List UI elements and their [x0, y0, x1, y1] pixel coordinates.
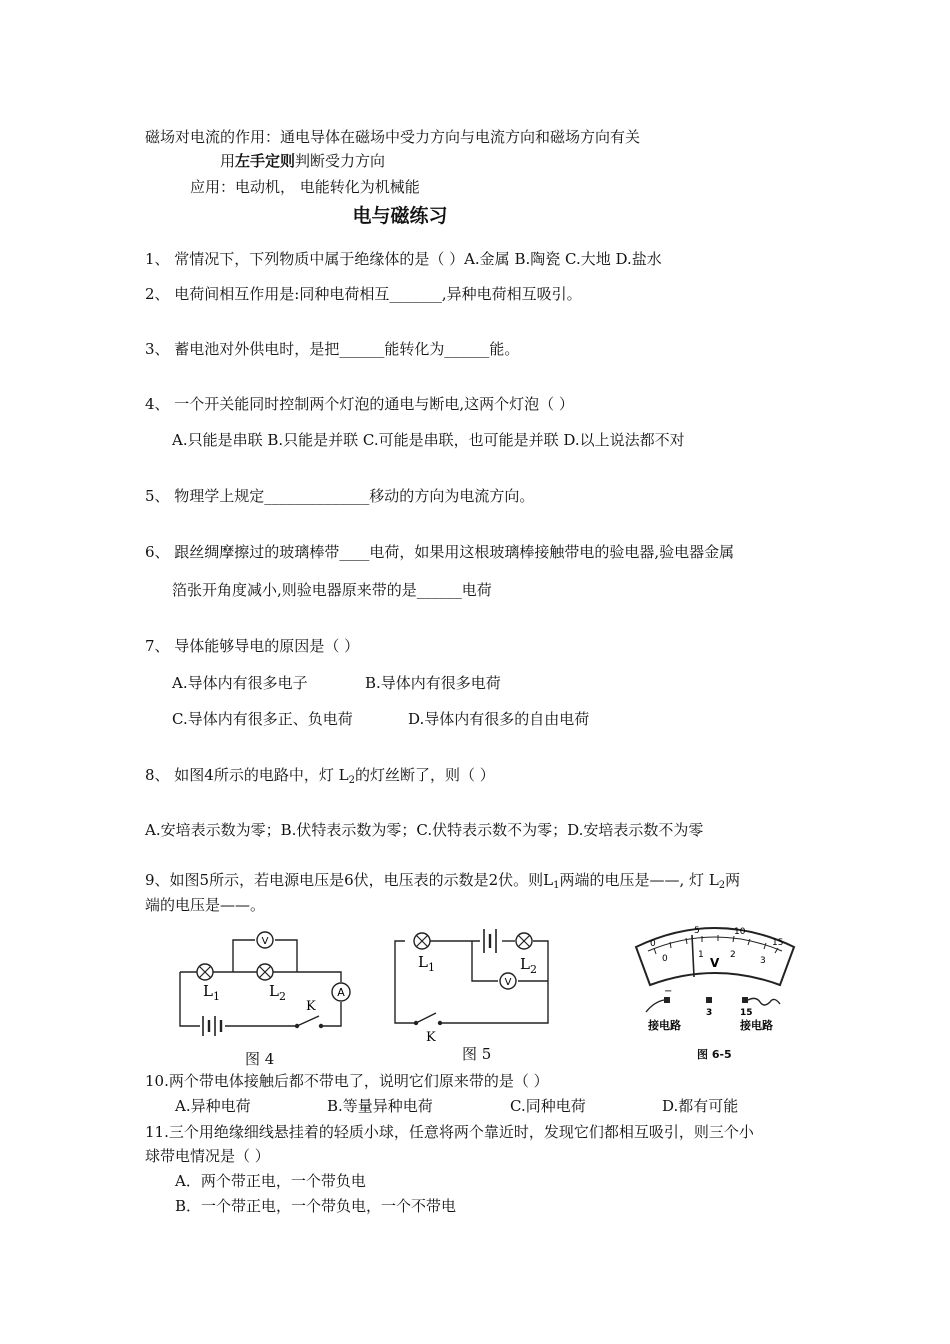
fig65-connect-right: 接电路 [740, 1019, 773, 1032]
fig4-voltmeter-wire-left [233, 940, 255, 972]
question-7-option-a: A.导体内有很多电子 [172, 674, 308, 692]
fig5-l2-label: $L_2$ [520, 955, 537, 976]
question-6-line-a: 6、 跟丝绸摩擦过的玻璃棒带____电荷，如果用这根玻璃棒接触带电的验电器,验电器金属 [145, 543, 735, 561]
question-9-post: 两 [725, 871, 741, 889]
question-9-mid: 两端的电压是——, 灯 L [559, 871, 719, 889]
fig5-l1-label: $L_1$ [418, 953, 435, 974]
fig5-switch [414, 1013, 442, 1045]
fig4-wire-right-bottom [323, 1002, 341, 1026]
question-9-line-a [145, 870, 740, 890]
question-1: 1、 常情况下，下列物质中属于绝缘体的是（ ）A.金属 B.陶瓷 C.大地 D.盐水 [145, 250, 662, 268]
fig65-wire-right [748, 998, 780, 1005]
figure-6-5-caption: 图 6-5 [697, 1048, 732, 1061]
question-8-sub: 2 [348, 775, 355, 786]
left-hand-rule-bold: 左手定则 [235, 152, 296, 170]
question-3: 3、 蓄电池对外供电时，是把______能转化为______能。 [145, 340, 520, 358]
question-7-option-b: B.导体内有很多电荷 [365, 674, 501, 692]
figure-5-caption: 图 5 [462, 1045, 492, 1063]
figure-6-5-voltmeter [630, 915, 800, 1040]
question-11-line-b: 球带电情况是（ ） [145, 1147, 270, 1165]
fig65-outer-tick-10: 10 [734, 927, 746, 937]
question-8-pre: 8、 如图4所示的电路中，灯 L [145, 766, 349, 784]
fig65-connect-left: 接电路 [648, 1019, 681, 1032]
question-10-option-d: D.都有可能 [662, 1097, 739, 1115]
fig65-outer-tick-5: 5 [694, 926, 700, 936]
fig4-voltmeter-wire-right [275, 940, 297, 972]
fig65-terminal-3 [706, 997, 712, 1003]
fig4-battery [203, 1016, 221, 1036]
question-5: 5、 物理学上规定______________移动的方向为电流方向。 [145, 487, 535, 505]
fig65-inner-tick-0: 0 [662, 954, 668, 964]
fig4-ammeter [332, 983, 350, 1001]
question-9-sub-2: 2 [718, 880, 726, 891]
intro-line-2-pre: 用 [220, 152, 236, 170]
intro-line-1: 磁场对电流的作用：通电导体在磁场中受力方向与电流方向和磁场方向有关 [145, 128, 641, 146]
fig65-terminal-minus-label: − [664, 986, 673, 997]
fig65-terminal-3-label: 3 [706, 1008, 713, 1018]
question-7-option-d: D.导体内有很多的自由电荷 [408, 710, 590, 728]
fig5-voltmeter-label: V [504, 977, 512, 988]
page-title: 电与磁练习 [352, 205, 448, 227]
question-11-line-a: 11.三个用绝缘细线悬挂着的轻质小球，任意将两个靠近时，发现它们都相互吸引，则三个小 [145, 1123, 754, 1141]
fig65-outer-tick-15: 15 [772, 938, 784, 948]
fig5-lamp-l2 [516, 933, 532, 949]
fig4-l1-label: $L_1$ [203, 982, 220, 1003]
fig5-lamp-l1 [414, 933, 430, 949]
fig65-inner-tick-3: 3 [760, 956, 766, 966]
fig65-terminal-minus [664, 997, 670, 1003]
fig65-outer-tick-0: 0 [650, 939, 656, 949]
question-10-option-a: A.异种电荷 [175, 1097, 251, 1115]
fig65-terminal-15 [742, 997, 748, 1003]
fig4-switch [295, 999, 323, 1028]
figure-4-circuit [175, 930, 355, 1040]
figure-4-caption: 图 4 [245, 1050, 275, 1068]
question-6-line-b: 箔张开角度减小,则验电器原来带的是______电荷 [172, 581, 492, 599]
intro-line-3: 应用：电动机， 电能转化为机械能 [190, 178, 420, 196]
question-9-sub-1: 1 [553, 880, 560, 891]
question-2: 2、 电荷间相互作用是:同种电荷相互_______,异种电荷相互吸引。 [145, 285, 582, 303]
fig65-wire-left [646, 1000, 664, 1012]
intro-line-2-post: 判断受力方向 [295, 152, 386, 170]
fig4-switch-label: K [306, 999, 316, 1014]
question-7-option-c: C.导体内有很多正、负电荷 [172, 710, 353, 728]
question-9-line-b: 端的电压是——。 [145, 896, 266, 914]
fig4-voltmeter [257, 932, 273, 948]
fig5-voltmeter [500, 973, 516, 989]
fig4-lamp-l1 [197, 964, 213, 980]
fig4-wire-left [180, 972, 200, 1026]
fig65-inner-tick-2: 2 [730, 950, 736, 960]
question-8-post: 的灯丝断了，则（ ） [354, 766, 495, 784]
fig4-lamp-l2 [257, 964, 273, 980]
question-10-option-c: C.同种电荷 [510, 1097, 586, 1115]
question-4: 4、 一个开关能同时控制两个灯泡的通电与断电,这两个灯泡（ ） [145, 395, 574, 413]
question-9-pre: 9、如图5所示，若电源电压是6伏，电压表的示数是2伏。则L [145, 871, 554, 889]
fig65-terminal-15-label: 15 [740, 1008, 753, 1018]
question-11-option-a: A．两个带正电，一个带负电 [175, 1172, 366, 1190]
fig65-v-label: V [710, 956, 720, 970]
fig5-switch-label: K [426, 1030, 436, 1045]
fig5-battery [484, 929, 496, 953]
intro-line-2 [220, 151, 385, 171]
fig65-inner-tick-1: 1 [698, 950, 704, 960]
fig4-voltmeter-label: V [261, 936, 269, 947]
question-8-options: A.安培表示数为零；B.伏特表示数为零；C.伏特表示数不为零；D.安培表示数不为零 [145, 821, 704, 839]
fig4-l2-label: $L_2$ [269, 982, 286, 1003]
question-8 [145, 765, 495, 785]
fig4-ammeter-label: A [337, 986, 345, 999]
question-10-option-b: B.等量异种电荷 [327, 1097, 433, 1115]
question-4-options: A.只能是串联 B.只能是并联 C.可能是串联，也可能是并联 D.以上说法都不对 [172, 431, 685, 449]
question-10: 10.两个带电体接触后都不带电了，说明它们原来带的是（ ） [145, 1072, 549, 1090]
question-7: 7、 导体能够导电的原因是（ ） [145, 637, 360, 655]
figure-5-circuit [390, 925, 555, 1045]
question-11-option-b: B．一个带正电，一个带负电，一个不带电 [175, 1197, 457, 1215]
